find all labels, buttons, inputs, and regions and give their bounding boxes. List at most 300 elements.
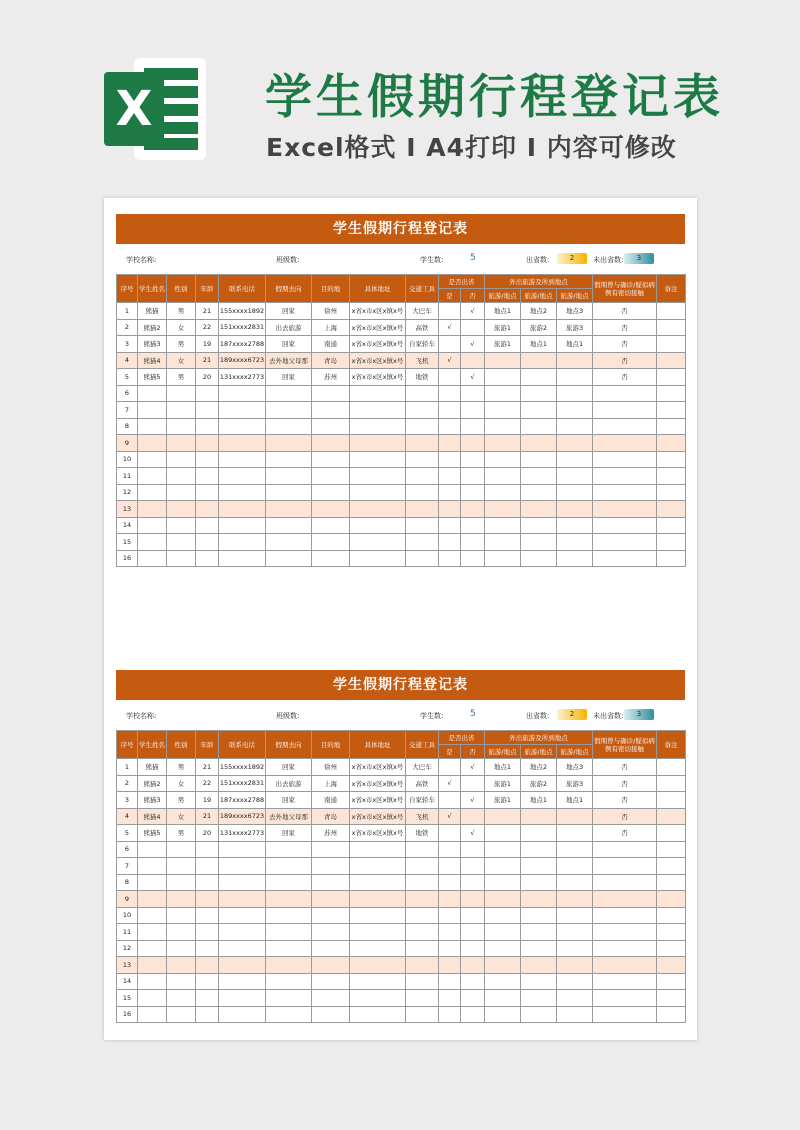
table-cell[interactable] <box>350 385 406 402</box>
table-cell[interactable]: 5 <box>117 369 138 386</box>
table-cell[interactable]: 否 <box>593 825 657 842</box>
table-cell[interactable] <box>167 891 196 908</box>
table-cell[interactable] <box>138 973 167 990</box>
table-cell[interactable] <box>406 468 439 485</box>
table-cell[interactable] <box>219 534 266 551</box>
table-cell[interactable] <box>219 484 266 501</box>
table-cell[interactable] <box>593 841 657 858</box>
table-cell[interactable] <box>593 501 657 518</box>
table-cell[interactable] <box>312 468 350 485</box>
table-cell[interactable] <box>439 990 461 1007</box>
table-cell[interactable] <box>312 385 350 402</box>
table-cell[interactable]: 熊猫 <box>138 759 167 776</box>
table-cell[interactable] <box>350 468 406 485</box>
table-cell[interactable]: 151xxxx2831 <box>219 775 266 792</box>
table-cell[interactable] <box>167 517 196 534</box>
table-cell[interactable] <box>657 484 686 501</box>
table-cell[interactable]: 地点1 <box>521 792 557 809</box>
table-cell[interactable]: 熊猫4 <box>138 352 167 369</box>
table-cell[interactable] <box>219 841 266 858</box>
table-cell[interactable] <box>657 973 686 990</box>
table-cell[interactable] <box>657 418 686 435</box>
table-cell[interactable]: 熊猫4 <box>138 808 167 825</box>
table-cell[interactable]: 上海 <box>312 319 350 336</box>
table-cell[interactable]: √ <box>439 775 461 792</box>
table-cell[interactable] <box>196 550 219 567</box>
table-cell[interactable] <box>219 517 266 534</box>
table-cell[interactable] <box>312 924 350 941</box>
table-cell[interactable] <box>312 858 350 875</box>
table-cell[interactable] <box>219 973 266 990</box>
table-cell[interactable] <box>557 352 593 369</box>
table-cell[interactable]: 地点3 <box>557 759 593 776</box>
table-cell[interactable] <box>266 451 312 468</box>
table-cell[interactable] <box>461 352 485 369</box>
table-cell[interactable]: 5 <box>117 825 138 842</box>
table-cell[interactable] <box>196 451 219 468</box>
table-cell[interactable]: 回家 <box>266 792 312 809</box>
table-cell[interactable]: 男 <box>167 369 196 386</box>
table-cell[interactable] <box>167 418 196 435</box>
table-cell[interactable]: 飞机 <box>406 808 439 825</box>
table-cell[interactable]: 回家 <box>266 336 312 353</box>
table-cell[interactable] <box>350 891 406 908</box>
table-cell[interactable] <box>266 990 312 1007</box>
table-cell[interactable]: x省x市x区x镇x号 <box>350 825 406 842</box>
table-cell[interactable]: 女 <box>167 352 196 369</box>
table-cell[interactable]: 地点2 <box>521 759 557 776</box>
table-cell[interactable]: 去外地父母那 <box>266 808 312 825</box>
table-cell[interactable] <box>138 858 167 875</box>
table-cell[interactable] <box>557 940 593 957</box>
table-cell[interactable] <box>521 874 557 891</box>
table-cell[interactable] <box>196 957 219 974</box>
table-cell[interactable] <box>557 1006 593 1023</box>
table-cell[interactable] <box>138 402 167 419</box>
table-cell[interactable]: 地铁 <box>406 369 439 386</box>
table-cell[interactable]: 否 <box>593 792 657 809</box>
table-cell[interactable]: 21 <box>196 352 219 369</box>
table-cell[interactable] <box>521 550 557 567</box>
table-cell[interactable] <box>406 550 439 567</box>
table-cell[interactable] <box>521 808 557 825</box>
table-cell[interactable] <box>557 550 593 567</box>
table-cell[interactable] <box>461 957 485 974</box>
table-cell[interactable] <box>312 451 350 468</box>
table-cell[interactable] <box>196 858 219 875</box>
table-cell[interactable]: 男 <box>167 336 196 353</box>
table-cell[interactable]: x省x市x区x镇x号 <box>350 369 406 386</box>
table-cell[interactable] <box>167 907 196 924</box>
table-cell[interactable]: 16 <box>117 550 138 567</box>
table-cell[interactable] <box>350 858 406 875</box>
table-cell[interactable] <box>219 874 266 891</box>
table-cell[interactable] <box>461 858 485 875</box>
table-cell[interactable] <box>521 501 557 518</box>
table-cell[interactable] <box>167 534 196 551</box>
table-cell[interactable] <box>167 940 196 957</box>
table-cell[interactable]: 女 <box>167 808 196 825</box>
table-cell[interactable] <box>350 550 406 567</box>
table-cell[interactable] <box>312 907 350 924</box>
table-cell[interactable] <box>406 517 439 534</box>
table-cell[interactable] <box>167 484 196 501</box>
table-cell[interactable] <box>439 957 461 974</box>
table-cell[interactable] <box>350 990 406 1007</box>
table-cell[interactable] <box>461 1006 485 1023</box>
table-cell[interactable]: 旅游2 <box>521 775 557 792</box>
table-cell[interactable] <box>312 517 350 534</box>
table-cell[interactable] <box>167 1006 196 1023</box>
table-cell[interactable] <box>439 858 461 875</box>
table-cell[interactable] <box>593 891 657 908</box>
table-cell[interactable]: √ <box>461 369 485 386</box>
table-cell[interactable]: 地点1 <box>485 303 521 320</box>
table-cell[interactable] <box>657 891 686 908</box>
table-cell[interactable]: 11 <box>117 924 138 941</box>
table-cell[interactable] <box>657 435 686 452</box>
table-cell[interactable] <box>167 550 196 567</box>
table-cell[interactable] <box>138 534 167 551</box>
table-cell[interactable]: x省x市x区x镇x号 <box>350 759 406 776</box>
table-cell[interactable] <box>521 534 557 551</box>
table-cell[interactable] <box>485 808 521 825</box>
table-cell[interactable]: 徐州 <box>312 759 350 776</box>
table-cell[interactable]: 回家 <box>266 303 312 320</box>
table-cell[interactable] <box>312 973 350 990</box>
table-cell[interactable] <box>521 891 557 908</box>
table-cell[interactable]: 8 <box>117 874 138 891</box>
table-cell[interactable] <box>219 1006 266 1023</box>
table-cell[interactable] <box>521 402 557 419</box>
table-cell[interactable] <box>196 973 219 990</box>
table-cell[interactable] <box>266 484 312 501</box>
table-cell[interactable]: 9 <box>117 435 138 452</box>
table-cell[interactable] <box>439 841 461 858</box>
table-cell[interactable] <box>461 990 485 1007</box>
table-cell[interactable] <box>350 924 406 941</box>
table-cell[interactable] <box>138 418 167 435</box>
table-cell[interactable] <box>266 907 312 924</box>
table-cell[interactable] <box>406 484 439 501</box>
table-cell[interactable] <box>439 303 461 320</box>
table-cell[interactable] <box>138 990 167 1007</box>
table-cell[interactable]: 7 <box>117 858 138 875</box>
table-cell[interactable]: 19 <box>196 336 219 353</box>
table-cell[interactable] <box>406 418 439 435</box>
table-cell[interactable] <box>266 501 312 518</box>
table-cell[interactable] <box>461 534 485 551</box>
table-cell[interactable]: 苏州 <box>312 825 350 842</box>
table-cell[interactable] <box>521 385 557 402</box>
table-cell[interactable] <box>167 990 196 1007</box>
table-cell[interactable] <box>266 1006 312 1023</box>
table-cell[interactable] <box>657 841 686 858</box>
table-cell[interactable] <box>485 451 521 468</box>
table-cell[interactable] <box>657 468 686 485</box>
table-cell[interactable] <box>521 825 557 842</box>
table-cell[interactable] <box>485 957 521 974</box>
table-cell[interactable] <box>312 435 350 452</box>
table-cell[interactable]: √ <box>461 336 485 353</box>
table-cell[interactable] <box>439 550 461 567</box>
table-cell[interactable] <box>312 402 350 419</box>
table-cell[interactable]: 自家轿车 <box>406 792 439 809</box>
table-cell[interactable] <box>521 1006 557 1023</box>
table-cell[interactable] <box>219 435 266 452</box>
table-cell[interactable]: 4 <box>117 352 138 369</box>
table-cell[interactable] <box>167 468 196 485</box>
table-cell[interactable] <box>521 924 557 941</box>
table-cell[interactable] <box>138 924 167 941</box>
table-cell[interactable] <box>461 907 485 924</box>
table-cell[interactable]: 旅游2 <box>521 319 557 336</box>
table-cell[interactable] <box>196 418 219 435</box>
table-cell[interactable] <box>657 517 686 534</box>
table-cell[interactable] <box>461 775 485 792</box>
table-cell[interactable]: 否 <box>593 808 657 825</box>
table-cell[interactable] <box>485 874 521 891</box>
table-cell[interactable]: 青岛 <box>312 352 350 369</box>
table-cell[interactable] <box>406 435 439 452</box>
table-cell[interactable] <box>138 891 167 908</box>
table-cell[interactable] <box>196 484 219 501</box>
table-cell[interactable]: 2 <box>117 319 138 336</box>
table-cell[interactable]: 15 <box>117 990 138 1007</box>
table-cell[interactable]: 2 <box>117 775 138 792</box>
table-cell[interactable] <box>557 468 593 485</box>
table-cell[interactable] <box>521 990 557 1007</box>
table-cell[interactable] <box>406 385 439 402</box>
table-cell[interactable]: √ <box>461 792 485 809</box>
table-cell[interactable] <box>439 874 461 891</box>
table-cell[interactable]: 10 <box>117 907 138 924</box>
table-cell[interactable] <box>406 501 439 518</box>
table-cell[interactable] <box>657 534 686 551</box>
table-cell[interactable] <box>657 352 686 369</box>
table-cell[interactable] <box>593 1006 657 1023</box>
table-cell[interactable]: 地点3 <box>557 303 593 320</box>
table-cell[interactable] <box>138 385 167 402</box>
table-cell[interactable] <box>167 973 196 990</box>
table-cell[interactable]: 3 <box>117 792 138 809</box>
table-cell[interactable] <box>266 940 312 957</box>
table-cell[interactable] <box>439 759 461 776</box>
table-cell[interactable] <box>406 874 439 891</box>
table-cell[interactable] <box>485 825 521 842</box>
table-cell[interactable] <box>266 385 312 402</box>
table-cell[interactable]: 熊猫3 <box>138 792 167 809</box>
table-cell[interactable]: 否 <box>593 319 657 336</box>
table-cell[interactable] <box>521 451 557 468</box>
table-cell[interactable]: 4 <box>117 808 138 825</box>
table-cell[interactable] <box>266 550 312 567</box>
table-cell[interactable] <box>167 858 196 875</box>
table-cell[interactable] <box>196 841 219 858</box>
table-cell[interactable]: 地点1 <box>557 792 593 809</box>
table-cell[interactable]: 女 <box>167 319 196 336</box>
table-cell[interactable] <box>657 550 686 567</box>
table-cell[interactable]: 7 <box>117 402 138 419</box>
table-cell[interactable]: 熊猫 <box>138 303 167 320</box>
table-cell[interactable] <box>138 907 167 924</box>
table-cell[interactable]: 14 <box>117 973 138 990</box>
table-cell[interactable] <box>312 534 350 551</box>
table-cell[interactable] <box>485 858 521 875</box>
table-cell[interactable]: 旅游1 <box>485 775 521 792</box>
table-cell[interactable] <box>557 451 593 468</box>
table-cell[interactable] <box>657 957 686 974</box>
table-cell[interactable] <box>485 924 521 941</box>
table-cell[interactable] <box>219 924 266 941</box>
table-cell[interactable] <box>312 940 350 957</box>
table-cell[interactable]: √ <box>439 352 461 369</box>
table-cell[interactable] <box>521 484 557 501</box>
table-cell[interactable]: 出去旅游 <box>266 775 312 792</box>
table-cell[interactable] <box>138 940 167 957</box>
table-cell[interactable] <box>461 891 485 908</box>
table-cell[interactable] <box>406 907 439 924</box>
table-cell[interactable]: 19 <box>196 792 219 809</box>
table-cell[interactable]: 10 <box>117 451 138 468</box>
table-cell[interactable] <box>219 858 266 875</box>
table-cell[interactable] <box>406 534 439 551</box>
table-cell[interactable]: 189xxxx6723 <box>219 808 266 825</box>
table-cell[interactable] <box>439 907 461 924</box>
table-cell[interactable] <box>657 451 686 468</box>
table-cell[interactable] <box>657 907 686 924</box>
table-cell[interactable] <box>521 973 557 990</box>
table-cell[interactable]: √ <box>461 825 485 842</box>
table-cell[interactable] <box>461 808 485 825</box>
table-cell[interactable]: 熊猫2 <box>138 775 167 792</box>
table-cell[interactable]: 22 <box>196 775 219 792</box>
table-cell[interactable] <box>439 484 461 501</box>
table-cell[interactable] <box>350 1006 406 1023</box>
table-cell[interactable] <box>439 973 461 990</box>
table-cell[interactable] <box>657 874 686 891</box>
table-cell[interactable]: 去外地父母那 <box>266 352 312 369</box>
table-cell[interactable] <box>593 385 657 402</box>
table-cell[interactable]: 苏州 <box>312 369 350 386</box>
table-cell[interactable]: 155xxxx1892 <box>219 303 266 320</box>
table-cell[interactable]: x省x市x区x镇x号 <box>350 775 406 792</box>
table-cell[interactable]: 131xxxx2773 <box>219 369 266 386</box>
table-cell[interactable] <box>312 418 350 435</box>
table-cell[interactable]: 14 <box>117 517 138 534</box>
table-cell[interactable] <box>406 973 439 990</box>
table-cell[interactable]: 上海 <box>312 775 350 792</box>
table-cell[interactable] <box>593 550 657 567</box>
table-cell[interactable] <box>461 402 485 419</box>
table-cell[interactable] <box>593 402 657 419</box>
table-cell[interactable] <box>350 940 406 957</box>
table-cell[interactable]: 189xxxx6723 <box>219 352 266 369</box>
table-cell[interactable] <box>312 891 350 908</box>
table-cell[interactable] <box>312 957 350 974</box>
table-cell[interactable]: x省x市x区x镇x号 <box>350 808 406 825</box>
table-cell[interactable]: 12 <box>117 940 138 957</box>
table-cell[interactable] <box>406 891 439 908</box>
table-cell[interactable] <box>167 501 196 518</box>
table-cell[interactable] <box>657 319 686 336</box>
table-cell[interactable] <box>350 418 406 435</box>
table-cell[interactable] <box>439 468 461 485</box>
table-cell[interactable]: 15 <box>117 534 138 551</box>
table-cell[interactable] <box>557 517 593 534</box>
table-cell[interactable] <box>312 484 350 501</box>
table-cell[interactable] <box>521 957 557 974</box>
table-cell[interactable] <box>266 957 312 974</box>
table-cell[interactable] <box>167 957 196 974</box>
table-cell[interactable] <box>266 973 312 990</box>
table-cell[interactable] <box>461 517 485 534</box>
table-cell[interactable]: x省x市x区x镇x号 <box>350 352 406 369</box>
table-cell[interactable] <box>406 990 439 1007</box>
table-cell[interactable] <box>461 468 485 485</box>
table-cell[interactable]: 1 <box>117 759 138 776</box>
table-cell[interactable]: 187xxxx2788 <box>219 792 266 809</box>
table-cell[interactable] <box>461 418 485 435</box>
table-cell[interactable] <box>266 924 312 941</box>
table-cell[interactable] <box>593 534 657 551</box>
table-cell[interactable] <box>461 924 485 941</box>
table-cell[interactable] <box>312 501 350 518</box>
table-cell[interactable]: √ <box>439 319 461 336</box>
table-cell[interactable]: 20 <box>196 369 219 386</box>
table-cell[interactable] <box>557 874 593 891</box>
table-cell[interactable] <box>461 319 485 336</box>
table-cell[interactable] <box>167 924 196 941</box>
table-cell[interactable] <box>406 1006 439 1023</box>
table-cell[interactable] <box>657 792 686 809</box>
table-cell[interactable] <box>557 534 593 551</box>
table-cell[interactable] <box>196 907 219 924</box>
table-cell[interactable] <box>196 924 219 941</box>
table-cell[interactable] <box>219 891 266 908</box>
table-cell[interactable]: 大巴车 <box>406 303 439 320</box>
table-cell[interactable] <box>406 924 439 941</box>
table-cell[interactable] <box>350 874 406 891</box>
table-cell[interactable] <box>557 924 593 941</box>
table-cell[interactable] <box>196 990 219 1007</box>
table-cell[interactable] <box>593 468 657 485</box>
table-cell[interactable] <box>167 385 196 402</box>
table-cell[interactable] <box>439 336 461 353</box>
table-cell[interactable] <box>593 451 657 468</box>
table-cell[interactable] <box>439 402 461 419</box>
table-cell[interactable]: x省x市x区x镇x号 <box>350 319 406 336</box>
table-cell[interactable] <box>461 841 485 858</box>
table-cell[interactable] <box>557 369 593 386</box>
table-cell[interactable] <box>485 891 521 908</box>
table-cell[interactable] <box>312 550 350 567</box>
table-cell[interactable] <box>312 1006 350 1023</box>
table-cell[interactable] <box>196 517 219 534</box>
table-cell[interactable] <box>657 1006 686 1023</box>
table-cell[interactable] <box>350 907 406 924</box>
table-cell[interactable] <box>219 990 266 1007</box>
table-cell[interactable]: 熊猫3 <box>138 336 167 353</box>
table-cell[interactable]: 飞机 <box>406 352 439 369</box>
table-cell[interactable] <box>196 534 219 551</box>
table-cell[interactable]: 20 <box>196 825 219 842</box>
table-cell[interactable] <box>461 385 485 402</box>
table-cell[interactable]: 11 <box>117 468 138 485</box>
table-cell[interactable] <box>138 841 167 858</box>
table-cell[interactable]: 男 <box>167 303 196 320</box>
table-cell[interactable]: 男 <box>167 825 196 842</box>
